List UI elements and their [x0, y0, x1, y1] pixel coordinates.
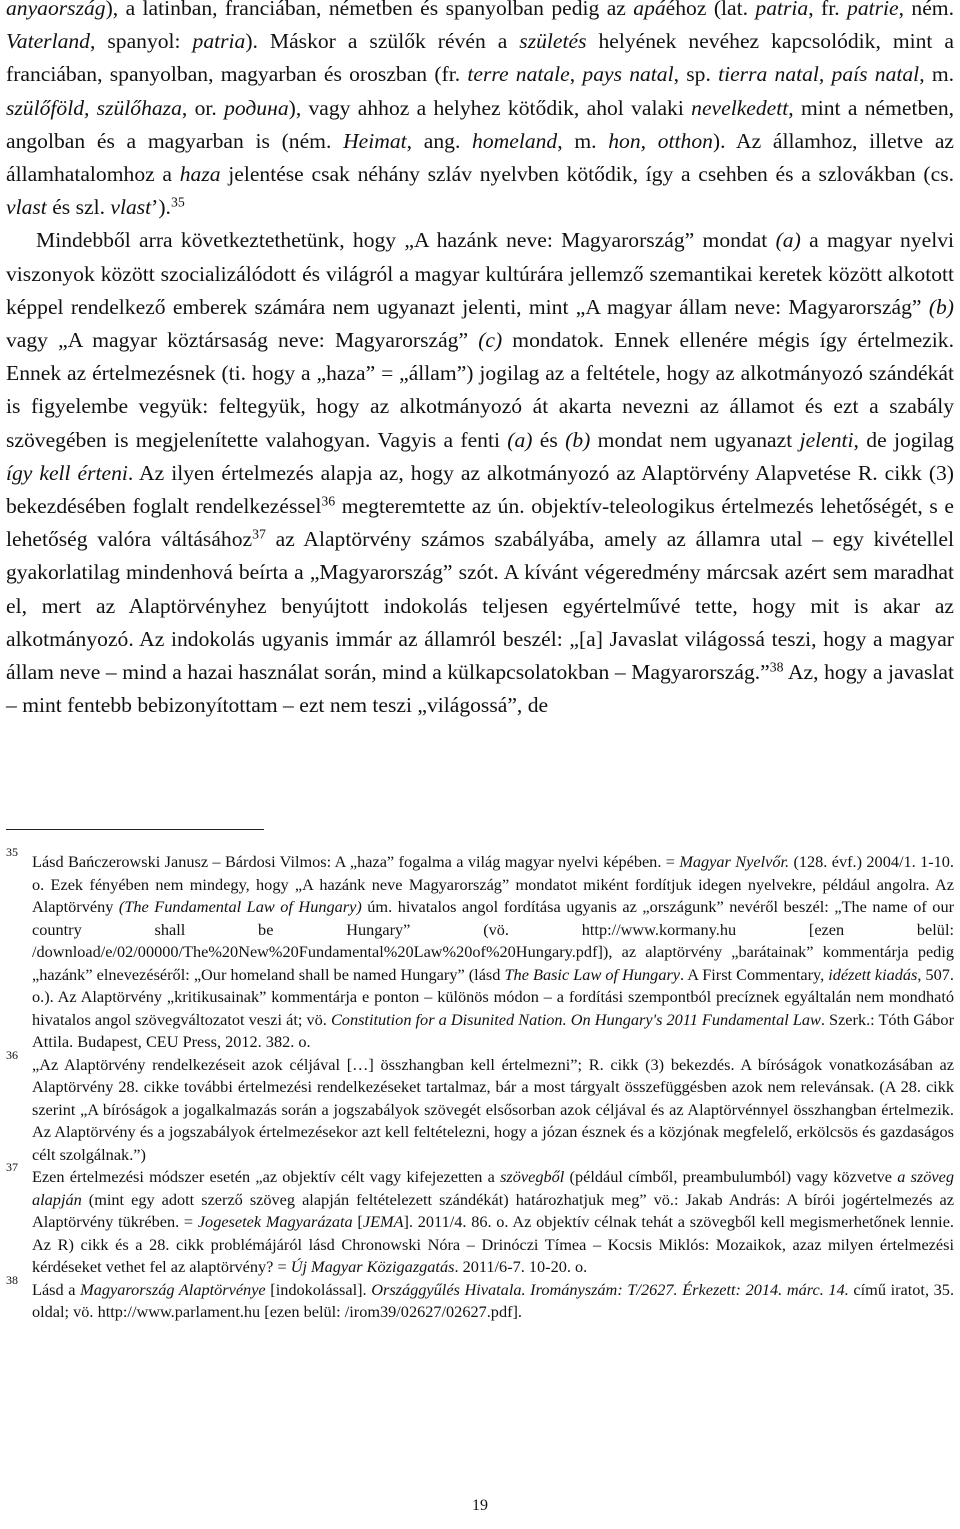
italic-run: Új Magyar Közigazgatás: [290, 1257, 455, 1276]
footnote-number: 38: [6, 1272, 18, 1287]
text-run: , or.: [181, 95, 225, 120]
italic-run: (The Fundamental Law of Hungary): [118, 897, 362, 916]
italic-run: patria: [192, 29, 246, 54]
italic-run: (b): [928, 294, 954, 319]
italic-run: vlast: [110, 195, 152, 220]
text-run: . 2011/6-7. 10-20. o.: [454, 1257, 588, 1276]
text-run: úm. hivatalos angol fordítása ugyanis az „országunk” nevéről beszél: „The name of our country shall be Hungary” (vö. http://www.kormany.hu [ezen belül: /download/e/02/00000/The%20New%20Fundamental%20Law%20of%20Hungary.pdf]), az alaptörvény „barátainak” kommentárja pedig „hazánk” elnevezéséről: „Our homeland shall be named Hungary” (lásd: [32, 897, 955, 984]
text-run: (például címből, preambulumból) vagy közvetve: [564, 1167, 898, 1186]
italic-run: родина: [224, 95, 289, 120]
italic-run: jelenti: [799, 427, 854, 452]
italic-run: hon, otthon: [608, 128, 713, 153]
text-run: és szl.: [46, 195, 111, 220]
italic-run: tierra natal, país natal: [718, 62, 920, 87]
text-run: mondatok. Ennek ellenére mégis így értelmezik. Ennek az értelmezésnek (ti. hogy a „haza” = „állam”) jogilag az a feltétele, hogy az alkotmányozó szándékát is figyelembe vegyük: feltegyük, hogy az alkotmányozó át akarta nevezni az államot és ezt a szabály szövegében is megjelenítette valahogyan. Vagyis a fenti: [6, 328, 954, 452]
italic-run: pays natal: [582, 62, 674, 87]
text-run: . Szerk.: Tóth Gábor Attila. Budapest, CEU Press, 2012. 382. o.: [32, 1009, 954, 1051]
text-run: a magyar nyelvi viszonyok között szocializálódott és világról a magyar kultúrára jellemző szemantikai keretek között alkotott képpel rendelkező emberek számára nem ugyanazt jelenti, mint „A magyar állam neve: Magyarország”: [6, 228, 954, 319]
footnote-36: [6, 1047, 954, 1167]
footnote-38: [6, 1272, 955, 1324]
italic-run: terre natale: [467, 62, 570, 87]
text-run: ), vagy ahhoz a helyhez kötődik, ahol valaki: [288, 95, 692, 120]
italic-run: Magyar Nyelvőr.: [679, 852, 790, 871]
italic-run: (a): [507, 427, 533, 452]
text-run: Lásd Bańczerowski Janusz – Bárdosi Vilmos: A „haza” fogalma a világ magyar nyelvi képében. =: [32, 852, 680, 871]
text-run: ]. 2011/4. 86. o. Az objektív célnak tehát a szövegből kell megismerhetőnek lennie. Az R) cikk és a 28. cikk problémájáról lásd Chronowski Nóra – Drinóczi Tímea – Kocsis Miklós: Mozaikok, azaz milyen értelmezési kérdéseket vethet fel az alaptörvény? =: [32, 1212, 954, 1276]
text-run: , fr.: [808, 0, 848, 20]
text-run: című iratot, 35. oldal; vö. http://www.parlament.hu [ezen belül: /irom39/02627/02627.pdf].: [32, 1279, 955, 1321]
text-run: ’).: [151, 195, 171, 220]
italic-run: homeland: [472, 128, 558, 153]
text-run: , sp.: [673, 62, 719, 87]
italic-run: Heimat: [343, 128, 407, 153]
text-run: [indokolással].: [265, 1279, 372, 1299]
text-run: , m.: [919, 62, 955, 87]
footnote-35: [6, 845, 955, 1054]
italic-run: apá: [633, 0, 666, 20]
italic-run: haza: [179, 162, 221, 187]
italic-run: Magyarország Alaptörvénye: [80, 1279, 266, 1299]
italic-run: Constitution for a Disunited Nation. On Hungary's 2011 Fundamental Law: [330, 1009, 821, 1029]
text-run: ). Az államhoz, illetve az államhatalomhoz a: [6, 128, 955, 187]
footnote-text: [32, 1055, 954, 1164]
text-run: . Az ilyen értelmezés alapja az, hogy az alkotmányozó az Alaptörvény Alapvetése R. cikk (3) bekezdésében foglalt rendelkezéssel: [6, 460, 955, 519]
paragraph-continuation: [6, 0, 954, 224]
text-run: „Az Alaptörvény rendelkezéseit azok céljával […] összhangban kell értelmezni”; R. cikk (3) bekezdés. A bíróságok vonatkozásában az Alaptörvény 28. cikke további értelmezési rendelkezéseket tartalmaz, bár a most tárgyalt összefüggésben azok nem relevánsak. (A 28. cikk szerint „A bíróságok a jogalkalmazás során a jogszabályok szövegét elsősorban azok céljával és az Alaptörvénnyel összhangban értelmezik. Az Alaptörvény és a jogszabályok értelmezésekor azt kell feltételezni, hogy a józan észnek és a közjónak megfelelő, erkölcsös és gazdaságos célt szolgálnak.”): [32, 1054, 954, 1164]
text-run: , ném.: [898, 0, 954, 20]
italic-run: vlast: [6, 195, 47, 220]
text-run: (128. évf.) 2004/1. 1-10. o. Ezek fényében nem mindegy, hogy „A hazánk neve Magyarország” mondatot miként fordítjuk idegen nyelvekre, például angolra. Az Alaptörvény: [32, 852, 955, 916]
italic-run: születés: [519, 29, 587, 54]
text-run: Az, hogy a javaslat – mint fentebb bebizonyítottam – ezt nem teszi „világossá”, de: [6, 660, 954, 718]
italic-run: így kell érteni: [6, 460, 128, 485]
text-run: az Alaptörvény számos szabályába, amely az államra utal – egy kivétellel gyakorlatilag mindenhová beírta a „Magyarország” szót. A kívánt végeredmény márcsak azért sem maradhat el, mert az Alaptörvényhez benyújtott indokolás teljesen egyértelművé tette, hogy mit is akar az alkotmányozó. Az indokolás ugyanis immár az államról beszél: „[a] Javaslat világossá teszi, hogy a magyar állam neve – mind a hazai használat során, mind a külkapcsolatokban – Magyarország.”: [6, 527, 954, 685]
text-run: Mindebből arra következtethetünk, hogy „A hazánk neve: Magyarország” mondat: [36, 228, 776, 253]
text-run: ), a latinban, franciában, németben és spanyolban pedig az: [105, 0, 634, 20]
footnotes: [6, 845, 955, 1324]
italic-run: JEMA: [362, 1212, 404, 1231]
text-run: , de jogilag: [853, 427, 954, 452]
italic-run: (b): [565, 427, 591, 452]
footnote-ref: 37: [252, 526, 266, 542]
text-run: és: [532, 427, 566, 452]
footnote-37: [6, 1160, 955, 1279]
italic-run: Vaterland: [6, 29, 90, 54]
page-number: 19: [472, 1497, 488, 1514]
italic-run: (c): [478, 328, 503, 353]
italic-run: Jogesetek Magyarázata: [197, 1212, 353, 1231]
text-run: éhoz (lat.: [665, 0, 756, 20]
italic-run: patrie: [847, 0, 899, 20]
text-run: vagy „A magyar köztársaság neve: Magyarország”: [6, 328, 479, 353]
footnote-number: 35: [6, 845, 18, 859]
footnote-ref: 36: [321, 493, 336, 509]
text-run: [: [352, 1212, 363, 1231]
italic-run: anyaország: [6, 0, 106, 20]
footnote-ref: 38: [769, 659, 784, 675]
text-run: ). Máskor a szülők révén a: [245, 29, 520, 54]
text-run: (mint egy adott szerző szöveg alapján feltételezett szándékát) határozhatjuk meg” vö.: Jakab András: A bírói jogértelmezés az Alaptörvény tükrében. =: [32, 1189, 954, 1231]
italic-run: patria: [755, 0, 809, 20]
footnote-ref: 35: [170, 194, 185, 210]
text-run: , 507. o.). Az Alaptörvény „kritikusainak” kommentárja e ponton – különös módon – a fordítási szempontból precíznek egyáltalán nem mondható hivatalos angol szövegváltozatot veszi át; vö.: [32, 964, 955, 1029]
footnote-number: 37: [6, 1160, 18, 1174]
text-run: , mint a németben, angolban és a magyarban is (ném.: [6, 95, 955, 153]
text-run: . A First Commentary,: [680, 964, 829, 984]
main-text: [6, 0, 954, 722]
text-run: Ezen értelmezési módszer esetén „az objektív célt vagy kifejezetten a: [32, 1167, 501, 1186]
italic-run: Országgyűlés Hivatala. Irományszám: T/2627. Érkezett: 2014. márc. 14.: [371, 1279, 849, 1299]
footnote-separator: [6, 829, 264, 830]
text-run: , ang.: [406, 128, 473, 153]
paragraph-argument: [6, 224, 954, 722]
footnote-text: [32, 1167, 954, 1276]
text-run: helyének nevéhez kapcsolódik, mint a franciában, spanyolban, magyarban és oroszban (fr.: [6, 29, 954, 87]
italic-run: idézett kiadás: [828, 964, 918, 984]
italic-run: (a): [775, 228, 801, 253]
footnote-number: 36: [6, 1047, 18, 1062]
italic-run: The Basic Law of Hungary: [504, 964, 681, 984]
footnote-text: [32, 1280, 954, 1322]
italic-run: a szöveg alapján: [32, 1167, 955, 1209]
text-run: , spanyol:: [89, 29, 193, 54]
text-run: ,: [569, 62, 583, 87]
italic-run: nevelkedett: [691, 95, 789, 120]
text-run: megteremtette az ún. objektív-teleologikus értelmezés lehetőségét, s e lehetőség valóra váltásához: [6, 494, 954, 552]
text-run: jelentése csak néhány szláv nyelvben kötődik, így a csehben és a szlovákban (cs.: [220, 162, 954, 187]
text-run: , m.: [557, 128, 609, 153]
footnote-text: [32, 852, 954, 1051]
italic-run: szövegből: [500, 1167, 565, 1186]
text-run: Lásd a: [32, 1279, 81, 1299]
italic-run: szülőföld, szülőhaza: [6, 95, 182, 120]
text-run: mondat nem ugyanazt: [590, 427, 800, 452]
